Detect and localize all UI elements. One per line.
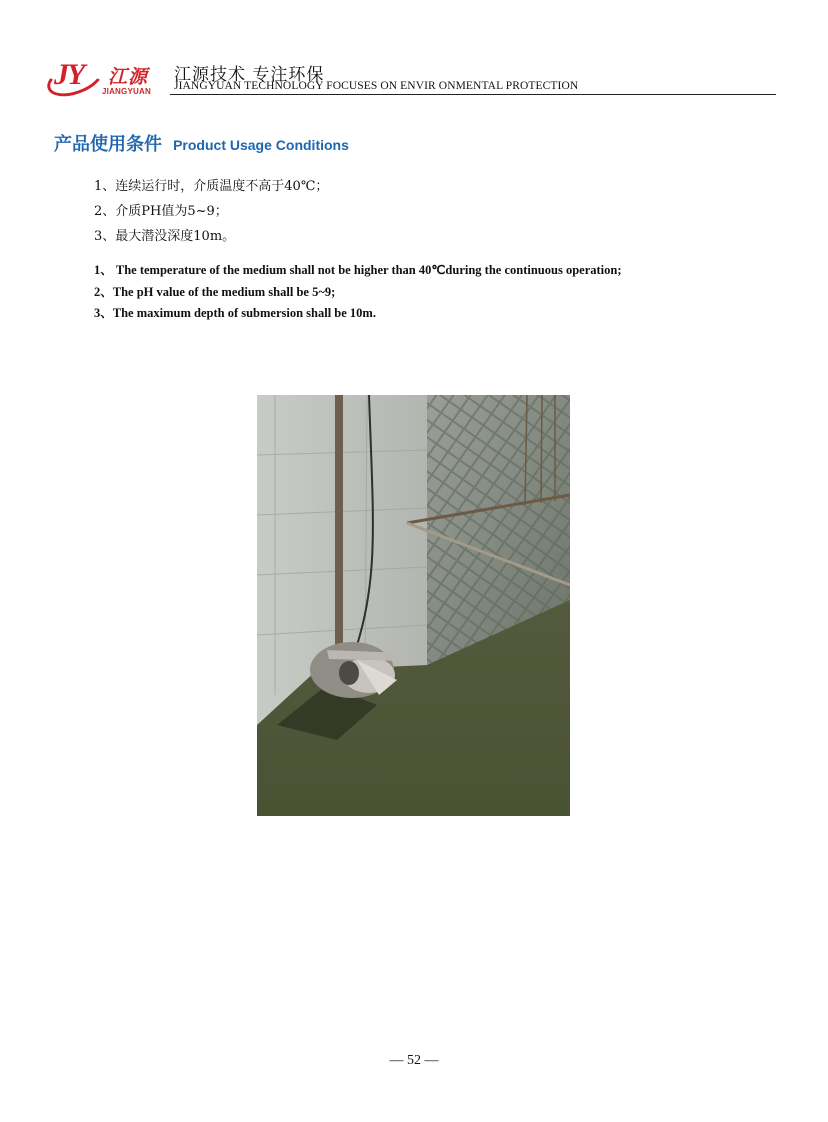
list-item: 3、The maximum depth of submersion shall be 10m. bbox=[94, 306, 376, 320]
list-item: 1、 The temperature of the medium shall not be higher than 40℃during the continuous operation; bbox=[94, 263, 622, 277]
page-number: — 52 — bbox=[389, 1053, 439, 1068]
photo-illustration bbox=[257, 395, 570, 816]
list-item: 2、介质PH值为5~9； bbox=[94, 204, 228, 219]
conditions-list-chinese bbox=[94, 174, 328, 249]
section-title bbox=[54, 130, 349, 156]
logo-english-name: JIANGYUAN bbox=[102, 87, 151, 96]
header-divider bbox=[170, 94, 776, 95]
header-slogan-chinese: 江源技术 专注环保 bbox=[174, 65, 325, 85]
header-slogan-english: JIANGYUAN TECHNOLOGY FOCUSES ON ENVIR ONMENTAL PROTECTION bbox=[174, 80, 579, 92]
submersible-mixer-photo bbox=[257, 395, 570, 816]
section-title-chinese: 产品使用条件 bbox=[54, 134, 162, 155]
logo-mark: JY bbox=[54, 58, 84, 91]
list-item: 2、The pH value of the medium shall be 5~9; bbox=[94, 284, 336, 299]
company-logo bbox=[46, 60, 166, 100]
conditions-list-english bbox=[94, 260, 622, 325]
list-item: 3、最大潜没深度10m。 bbox=[94, 229, 236, 244]
section-title-english: Product Usage Conditions bbox=[173, 137, 349, 153]
logo-chinese-name: 江源 bbox=[108, 66, 149, 88]
list-item: 1、连续运行时，介质温度不高于40℃； bbox=[94, 179, 329, 194]
